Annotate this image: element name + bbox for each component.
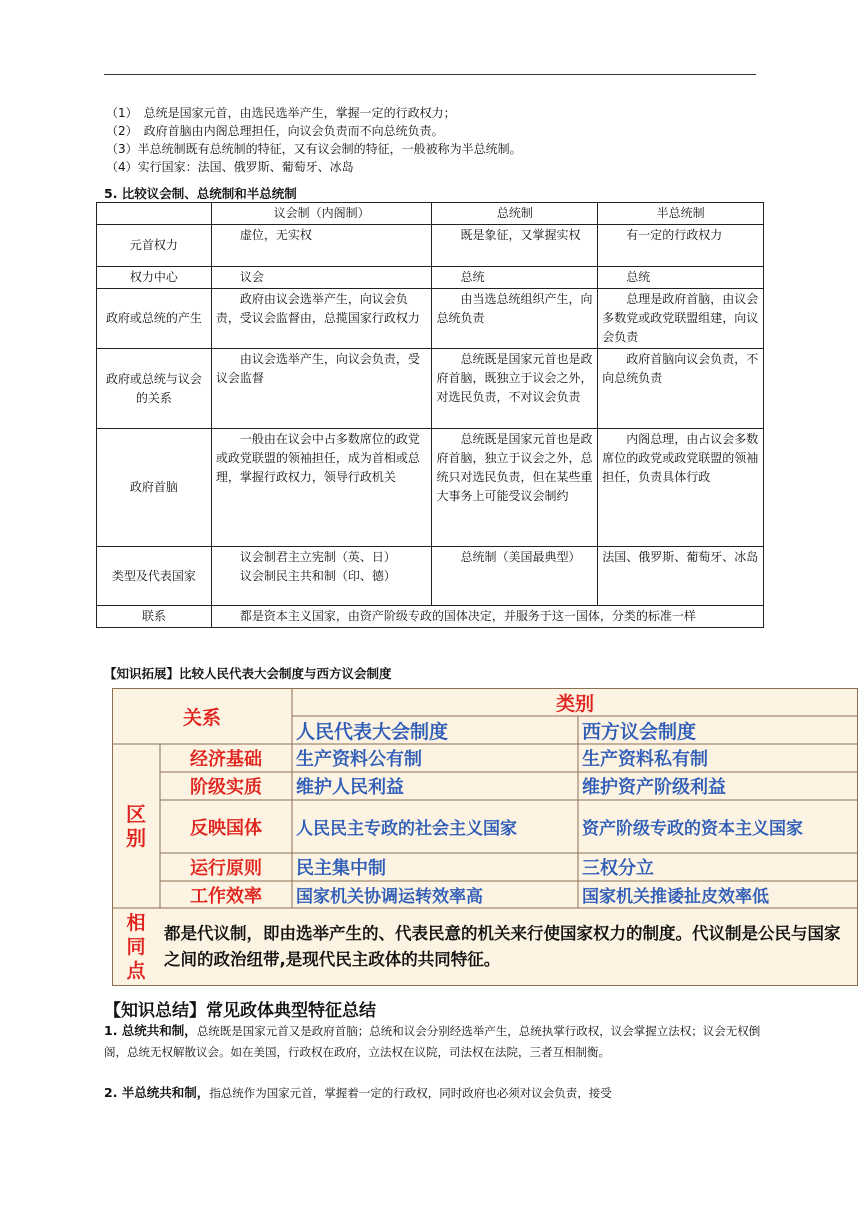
summary-paragraph-1 <box>104 1020 764 1063</box>
row-label: 工作效率 <box>190 885 262 907</box>
intro-line-4: （4）实行国家：法国、俄罗斯、葡萄牙、冰岛 <box>106 160 354 174</box>
summary-paragraph-2 <box>104 1082 764 1104</box>
table-cell: 议会 <box>211 267 432 289</box>
p2-heading: 2. 半总统共和制， <box>104 1085 210 1100</box>
col-npc-header: 人民代表大会制度 <box>296 720 449 743</box>
table-cell: 既是象征，又掌握实权 <box>432 225 598 267</box>
type-republic: 议会制民主共和制（印、德） <box>239 569 396 583</box>
row-label: 联系 <box>97 606 212 628</box>
row-label: 经济基础 <box>190 749 262 770</box>
row-label: 权力中心 <box>97 267 212 289</box>
western-cell: 国家机关推诿扯皮效率低 <box>582 887 769 907</box>
summary-title: 【知识总结】常见政体典型特征总结 <box>104 1001 376 1021</box>
comparison-panel <box>112 688 858 986</box>
table-row <box>97 289 764 349</box>
p1-heading: 1. 总统共和制， <box>104 1023 197 1038</box>
row-label: 元首权力 <box>97 225 212 267</box>
table-row <box>97 349 764 429</box>
npc-cell: 维护人民利益 <box>296 777 404 798</box>
comparison-table <box>96 202 764 628</box>
npc-cell: 人民民主专政的社会主义国家 <box>296 819 517 839</box>
header-presidential: 总统制 <box>432 203 598 225</box>
link-text: 都是资本主义国家，由资产阶级专政的国体决定，并服务于这一国体，分类的标准一样 <box>211 606 763 628</box>
row-label: 政府或总统的产生 <box>97 289 212 349</box>
npc-cell: 民主集中制 <box>296 858 386 879</box>
table-header-row <box>97 203 764 225</box>
table-cell: 虚位，无实权 <box>211 225 432 267</box>
table-row <box>97 429 764 547</box>
same-label: 相同点 <box>126 912 146 982</box>
header-semi-presidential: 半总统制 <box>598 203 764 225</box>
row-label: 阶级实质 <box>190 777 262 798</box>
npc-cell: 生产资料公有制 <box>296 749 422 770</box>
western-cell: 生产资料私有制 <box>582 749 708 770</box>
table-cell: 政府由议会选举产生，向议会负责，受议会监督由，总揽国家行政权力 <box>211 289 432 349</box>
npc-cell: 国家机关协调运转效率高 <box>296 887 483 907</box>
table-cell: 总统既是国家元首也是政府首脑，既独立于议会之外，对选民负责，不对议会负责 <box>432 349 598 429</box>
western-cell: 维护资产阶级利益 <box>582 777 726 798</box>
table-cell: 总统制（美国最典型） <box>432 547 598 606</box>
type-monarchy: 议会制君主立宪制（英、日） <box>239 550 396 564</box>
table-cell: 总统 <box>598 267 764 289</box>
table-row <box>97 267 764 289</box>
table-cell: 总统既是国家元首也是政府首脑，独立于议会之外，总统只对选民负责，但在某些重大事务上可能受议会制约 <box>432 429 598 547</box>
header-parliamentary: 议会制（内阁制） <box>211 203 432 225</box>
row-label: 类型及代表国家 <box>97 547 212 606</box>
table-cell: 有一定的行政权力 <box>598 225 764 267</box>
same-text: 都是代议制，即由选举产生的、代表民意的机关来行使国家权力的制度。代议制是公民与国家之间的政治纽带,是现代民主政体的共同特征。 <box>164 924 841 969</box>
row-label: 运行原则 <box>190 858 262 879</box>
relation-header: 关系 <box>182 706 221 729</box>
p2-text: 指总统作为国家元首，掌握着一定的行政权，同时政府也必须对议会负责，接受 <box>209 1086 612 1100</box>
western-cell: 资产阶级专政的资本主义国家 <box>582 819 803 839</box>
table-cell: 总理是政府首脑，由议会多数党或政党联盟组建，向议会负责 <box>598 289 764 349</box>
row-label: 反映国体 <box>190 817 262 839</box>
table-row <box>97 606 764 628</box>
extension-title: 【知识拓展】比较人民代表大会制度与西方议会制度 <box>104 666 392 681</box>
section-5-title: 5. 比较议会制、总统制和半总统制 <box>104 186 297 201</box>
table-cell: 一般由在议会中占多数席位的政党或政党联盟的领袖担任，成为首相或总理，掌握行政权力，领导行政机关 <box>211 429 432 547</box>
p1-text: 总统既是国家元首又是政府首脑；总统和议会分别经选举产生，总统执掌行政权，议会掌握立法权；议会无权倒阁，总统无权解散议会。如在美国，行政权在政府，立法权在议院，司法权在法院，三者互相制衡。 <box>104 1024 761 1059</box>
row-label: 政府或总统与议会的关系 <box>97 349 212 429</box>
header-rule <box>104 74 756 75</box>
intro-line-3: （3）半总统制既有总统制的特征，又有议会制的特征，一般被称为半总统制。 <box>106 142 522 156</box>
intro-line-1: （1） 总统是国家元首，由选民选举产生，掌握一定的行政权力； <box>106 106 456 120</box>
difference-label: 区别 <box>126 802 146 850</box>
row-label: 政府首脑 <box>97 429 212 547</box>
intro-list <box>106 104 766 176</box>
table-cell: 由议会选举产生，向议会负责，受议会监督 <box>211 349 432 429</box>
table-cell: 法国、俄罗斯、葡萄牙、冰岛 <box>598 547 764 606</box>
col-western-header: 西方议会制度 <box>582 720 697 743</box>
category-header: 类别 <box>555 692 594 715</box>
table-cell: 内阁总理，由占议会多数席位的政党或政党联盟的领袖担任，负责具体行政 <box>598 429 764 547</box>
table-cell <box>211 547 432 606</box>
table-cell: 政府首脑向议会负责，不向总统负责 <box>598 349 764 429</box>
intro-line-2: （2） 政府首脑由内阁总理担任，向议会负责而不向总统负责。 <box>106 124 444 138</box>
table-row <box>97 547 764 606</box>
western-cell: 三权分立 <box>582 858 654 879</box>
table-cell: 总统 <box>432 267 598 289</box>
table-cell: 由当选总统组织产生，向总统负责 <box>432 289 598 349</box>
table-row <box>97 225 764 267</box>
